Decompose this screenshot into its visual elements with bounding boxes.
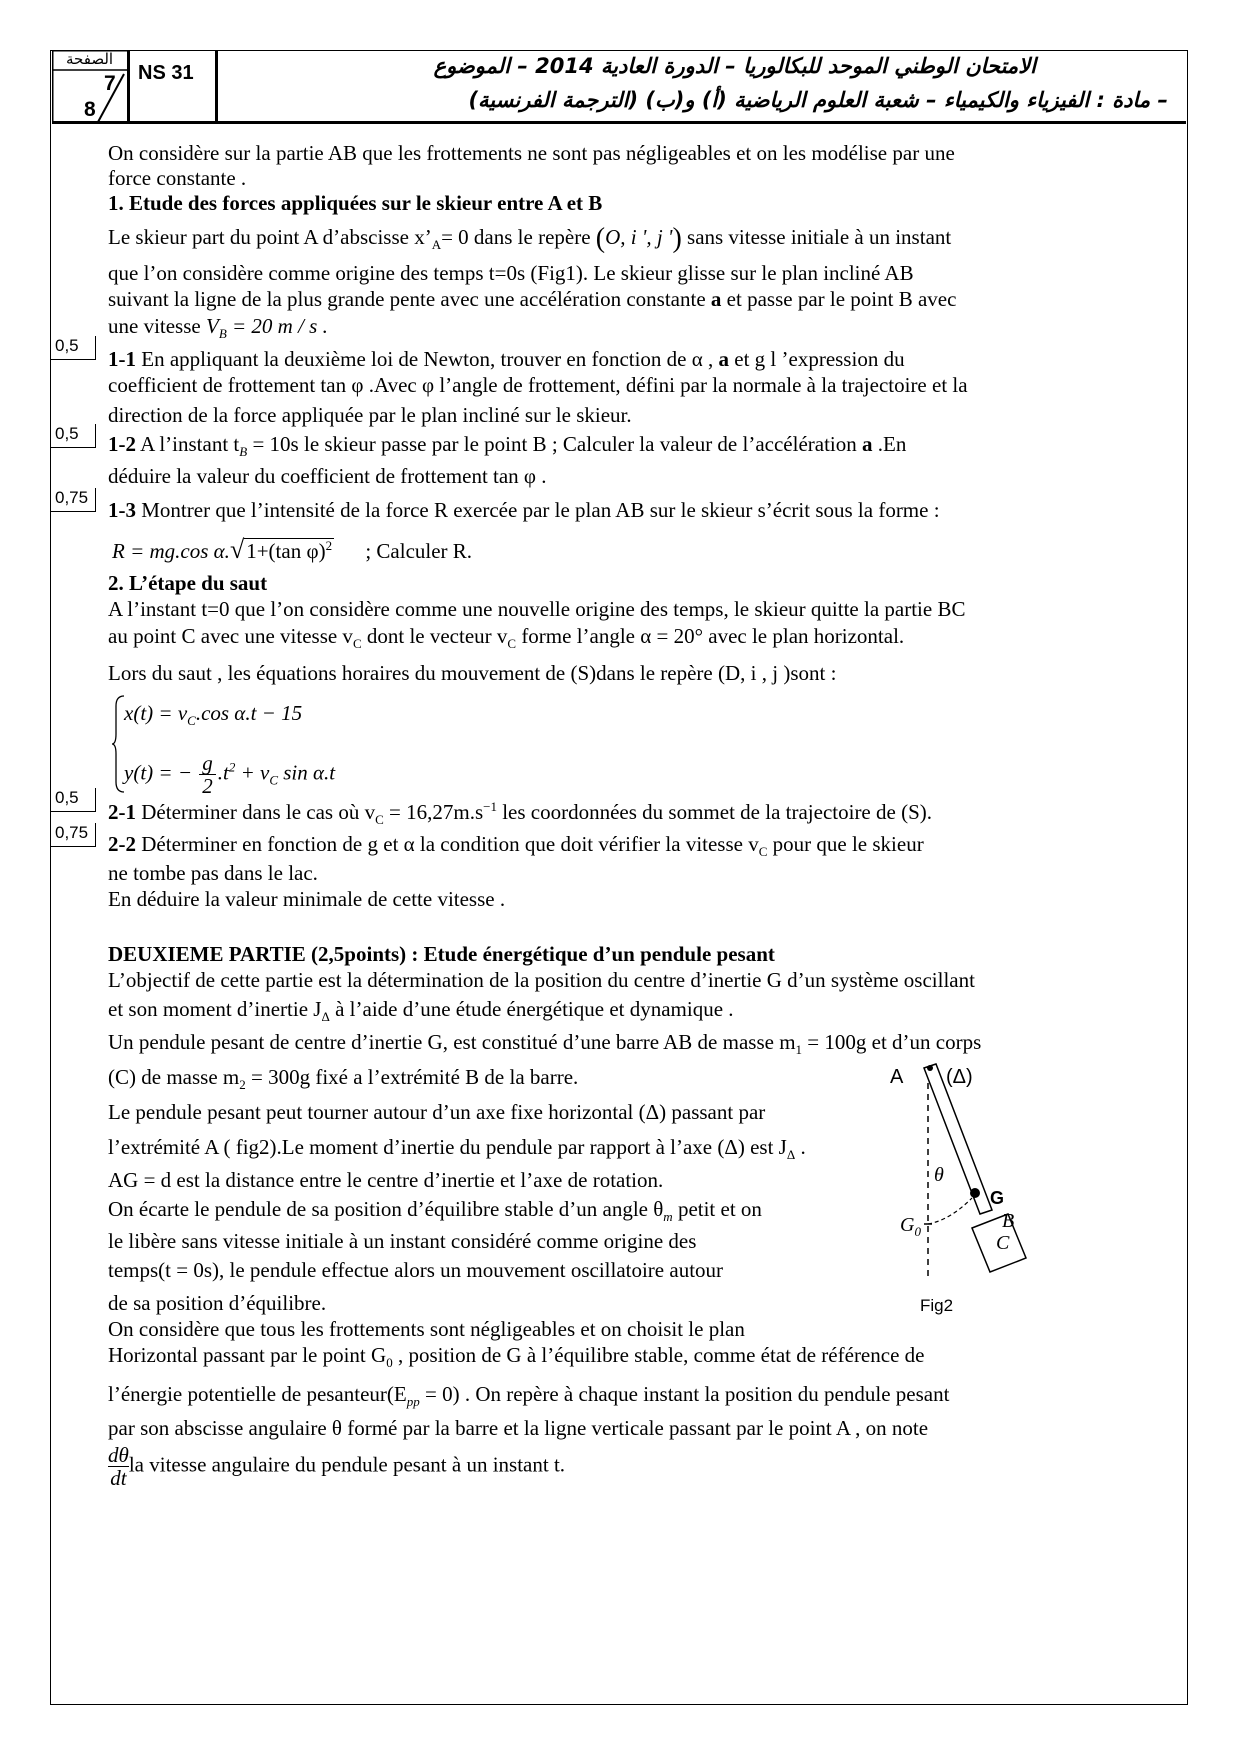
q1-1-accel: a: [713, 347, 735, 371]
intro-line2: force constante .: [108, 166, 247, 190]
p2-line2: [108, 996, 734, 1030]
q2-2-number: 2-2: [108, 832, 136, 856]
q2-1-text-a: Déterminer dans le cas où v: [136, 800, 376, 824]
q1-1-line3: direction de la force appliquée par le plan incliné sur le skieur.: [108, 403, 632, 427]
q2-2-line3: En déduire la valeur minimale de cette vitesse .: [108, 887, 506, 911]
part2-title: DEUXIEME PARTIE (2,5points) : Etude énergétique d’un pendule pesant: [108, 942, 775, 966]
p2-text-b2: à l’aide d’une étude énergétique et dynamique .: [329, 997, 734, 1021]
p1-text-c2: et passe par le point B avec: [721, 287, 957, 311]
label-g0-sub: 0: [914, 1224, 921, 1239]
label-g: G: [990, 1188, 1005, 1208]
exam-header: [52, 50, 1186, 124]
q1-2-text-a3: .En: [877, 432, 907, 456]
p2-sub-n: pp: [406, 1394, 420, 1409]
label-theta: θ: [934, 1164, 944, 1186]
q2-2-sub: C: [758, 844, 768, 859]
q2-1-number: 2-1: [108, 800, 136, 824]
p1-accel: a: [710, 287, 722, 311]
p1-repere: O, i ', j ': [605, 225, 673, 249]
page-label: الصفحة: [66, 50, 114, 68]
s2-sub1: C: [352, 636, 362, 651]
page-number: 7: [104, 72, 116, 95]
s2-line1: A l’instant t=0 que l’on considère comme une nouvelle origine des temps, le skieur quitte la partie BC: [108, 597, 966, 621]
p2-text-m2: , position de G à l’équilibre stable, comme état de référence de: [392, 1343, 925, 1367]
eq-x-sub: C: [187, 713, 196, 728]
p2-text-d: (C) de masse m: [108, 1065, 240, 1089]
p1-vb-sub: B: [218, 326, 227, 341]
exam-code-cell: [130, 100, 218, 124]
dtheta-num: dθ: [108, 1443, 129, 1467]
section1-title: 1. Etude des forces appliquées sur le skieur entre A et B: [108, 191, 603, 215]
q1-1-line1: [108, 346, 905, 372]
mark-q1-2: 0,5: [50, 424, 96, 448]
exam-code: NS 31: [130, 50, 218, 100]
p2-line10: temps(t = 0s), le pendule effectue alors un mouvement oscillatoire autour: [108, 1258, 724, 1282]
g-point: [970, 1188, 980, 1198]
p2-text-d2: = 300g fixé a l’extrémité B de la barre.: [245, 1065, 579, 1089]
p2-line4: [108, 1064, 578, 1098]
angle-arc: [928, 1198, 972, 1224]
q2-2-line2: ne tombe pas dans le lac.: [108, 861, 318, 885]
p2-line1: L’objectif de cette partie est la détermination de la position du centre d’inertie G d’un système oscillant: [108, 968, 975, 992]
eq-y-c: + v: [235, 760, 270, 785]
q1-1-text-a: En appliquant la deuxième loi de Newton, trouver en fonction de α ,: [136, 347, 714, 371]
eq-y-num: g: [199, 752, 216, 775]
q1-3-line1: [108, 497, 940, 523]
s2-text-b3: forme l’angle α = 20° avec le plan horizontal.: [516, 624, 905, 648]
q1-3-text-a: Montrer que l’intensité de la force R exercée par le plan AB sur le skieur s’écrit sous la forme :: [136, 498, 940, 522]
q1-3-text-b: ; Calculer R.: [365, 539, 473, 563]
p1-vb: V: [205, 314, 219, 338]
p2-text-c2: = 100g et d’un corps: [802, 1030, 982, 1054]
p2-sub-d: 2: [239, 1077, 246, 1092]
p2-text-h2: petit et on: [672, 1197, 762, 1221]
page-total: 8: [84, 98, 96, 121]
p2-sub-m: 0: [386, 1355, 393, 1370]
page-number-box: [52, 50, 130, 124]
p2-line7: AG = d est la distance entre le centre d’inertie et l’axe de rotation.: [108, 1168, 664, 1192]
pendulum-figure: [880, 1060, 1120, 1345]
q2-1-sub: C: [375, 812, 384, 827]
eq-x-a: x(t) = v: [124, 701, 188, 725]
label-g0: [900, 1214, 921, 1240]
q1-2-number: 1-2: [108, 432, 136, 456]
p1-line3: [108, 286, 956, 312]
eq-y-sub: C: [269, 772, 278, 788]
q1-2-sub: B: [239, 444, 248, 459]
s2-line3: Lors du saut , les équations horaires du mouvement de (S)dans le repère (D, i , j )sont :: [108, 661, 837, 685]
q1-2-line1: [108, 431, 906, 465]
q2-1-line: [108, 794, 932, 833]
p2-line14: [108, 1381, 949, 1415]
eq-y-pow: 2: [228, 759, 236, 775]
s2-text-b1: au point C avec une vitesse v: [108, 624, 353, 648]
q1-3-eq-pow: 2: [325, 538, 333, 553]
q1-2-line2: déduire la valeur du coefficient de frottement tan φ .: [108, 464, 547, 488]
mark-q1-3: 0,75: [50, 488, 96, 512]
exam-title-line2: – مادة : الفيزياء والكيمياء – شعبة العلوم الرياضية (أ) و(ب) (الترجمة الفرنسية): [468, 88, 1168, 112]
mark-q1-1: 0,5: [50, 336, 96, 360]
q1-2-accel: a: [856, 432, 878, 456]
p2-line8: [108, 1196, 762, 1230]
q1-3-equation: R = mg.cos α.√1+(tan φ)$^2$ ; Calculer R.: [112, 535, 473, 564]
label-g0-text: G: [900, 1214, 915, 1236]
mark-q2-1: 0,5: [50, 788, 96, 812]
p2-text-h1: On écarte le pendule de sa position d’équilibre stable d’un angle θ: [108, 1197, 664, 1221]
label-a: A: [890, 1066, 904, 1088]
p2-text-n1: l’énergie potentielle de pesanteur(E: [108, 1382, 407, 1406]
q2-1-text-a2: = 16,27m.s: [383, 800, 484, 824]
p2-text-m1: Horizontal passant par le point G: [108, 1343, 387, 1367]
p2-line15: par son abscisse angulaire θ formé par la barre et la ligne verticale passant par le point A , on note: [108, 1416, 929, 1440]
eq-y-a: y(t) = −: [124, 760, 192, 785]
p2-text-b1: et son moment d’inertie J: [108, 997, 322, 1021]
q2-2-text-a2: pour que le skieur: [767, 832, 924, 856]
figure-caption: Fig2: [920, 1296, 954, 1315]
p2-text-c1: Un pendule pesant de centre d’inertie G, est constitué d’une barre AB de masse m: [108, 1030, 796, 1054]
p2-sub-b: Δ: [321, 1009, 330, 1024]
label-axis: (Δ): [946, 1066, 973, 1088]
q1-1-text-a2: et g l ’expression du: [734, 347, 905, 371]
p1-vb-value: = 20 m / s .: [226, 314, 328, 338]
eq-y-b: .t: [217, 760, 229, 785]
eq-x-b: .cos α.t − 15: [195, 701, 303, 725]
q1-2-text-a: A l’instant t: [136, 432, 240, 456]
q1-1-number: 1-1: [108, 347, 136, 371]
p1-text-d: une vitesse: [108, 314, 206, 338]
dtheta-den: dt: [110, 1466, 127, 1490]
p1-text-c: suivant la ligne de la plus grande pente avec une accélération constante: [108, 287, 706, 311]
q2-1-text-a3: les coordonnées du sommet de la trajectoire de (S).: [496, 800, 932, 824]
p1-text-a3: sans vitesse initiale à un instant: [681, 225, 952, 249]
equation-y: [124, 752, 335, 797]
p2-text-f2: .: [795, 1135, 806, 1159]
p2-line5: Le pendule pesant peut tourner autour d’un axe fixe horizontal (Δ) passant par: [108, 1100, 766, 1124]
label-c: C: [996, 1232, 1010, 1254]
mark-q2-2: 0,75: [50, 823, 96, 847]
q1-1-line2: coefficient de frottement tan φ .Avec φ l’angle de frottement, défini par la normale à la trajectoire et la: [108, 373, 968, 397]
p2-line12: On considère que tous les frottements sont négligeables et on choisit le plan: [108, 1317, 745, 1341]
intro-line1: On considère sur la partie AB que les frottements ne sont pas négligeables et on les modélise par une: [108, 141, 955, 165]
p2-sub-c: 1: [795, 1042, 803, 1057]
p1-text-a: Le skieur part du point A d’abscisse x’: [108, 225, 432, 249]
label-b: B: [1002, 1210, 1015, 1232]
section2-title: 2. L’étape du saut: [108, 571, 268, 595]
pivot-point: [927, 1065, 933, 1071]
s2-sub2: C: [507, 636, 517, 651]
p1-text-a2: = 0 dans le repère: [441, 225, 591, 249]
p2-sub-h: m: [663, 1209, 673, 1224]
p2-text-p: la vitesse angulaire du pendule pesant à un instant t.: [128, 1452, 566, 1477]
exam-title-line1: الامتحان الوطني الموحد للبكالوريا – الدورة العادية 2014 – الموضوع: [433, 54, 1036, 78]
q1-3-eq-root: 1+(tan φ): [246, 539, 326, 563]
s2-line2: [108, 623, 904, 657]
s2-text-b2: dont le vecteur v: [361, 624, 508, 648]
p2-line13: [108, 1342, 924, 1376]
p2-line6: [108, 1134, 806, 1168]
equation-x: [124, 700, 302, 734]
p1-sub-a: A: [431, 237, 442, 252]
p1-line2: que l’on considère comme origine des temps t=0s (Fig1). Le skieur glisse sur le plan incliné AB: [108, 261, 914, 285]
q2-2-text-a: Déterminer en fonction de g et α la condition que doit vérifier la vitesse v: [136, 832, 759, 856]
p2-line11: de sa position d’équilibre.: [108, 1291, 327, 1315]
p2-text-n2: = 0) . On repère à chaque instant la position du pendule pesant: [419, 1382, 950, 1406]
exam-title: [218, 50, 1186, 124]
p2-text-f1: l’extrémité A ( fig2).Le moment d’inertie du pendule par rapport à l’axe (Δ) est J: [108, 1135, 787, 1159]
p1-line1: Le skieur part du point A d’abscisse $x’_A= 0$ dans le repère (O, i ', j ') sans vitesse initiale à un instant: [108, 223, 952, 254]
eq-y-d: sin α.t: [278, 760, 336, 785]
p2-line16: [108, 1444, 565, 1489]
p2-sub-f: Δ: [786, 1147, 796, 1162]
p2-line3: [108, 1029, 981, 1063]
q2-1-sup: −1: [483, 799, 497, 814]
q1-3-eq-left: R = mg.cos α.: [112, 539, 230, 563]
eq-y-den: 2: [202, 774, 213, 798]
p1-line4: [108, 313, 328, 347]
q1-3-number: 1-3: [108, 498, 136, 522]
p2-line9: le libère sans vitesse initiale à un instant considéré comme origine des: [108, 1229, 697, 1253]
q1-2-text-a2: = 10s le skieur passe par le point B ; Calculer la valeur de l’accélération: [247, 432, 857, 456]
